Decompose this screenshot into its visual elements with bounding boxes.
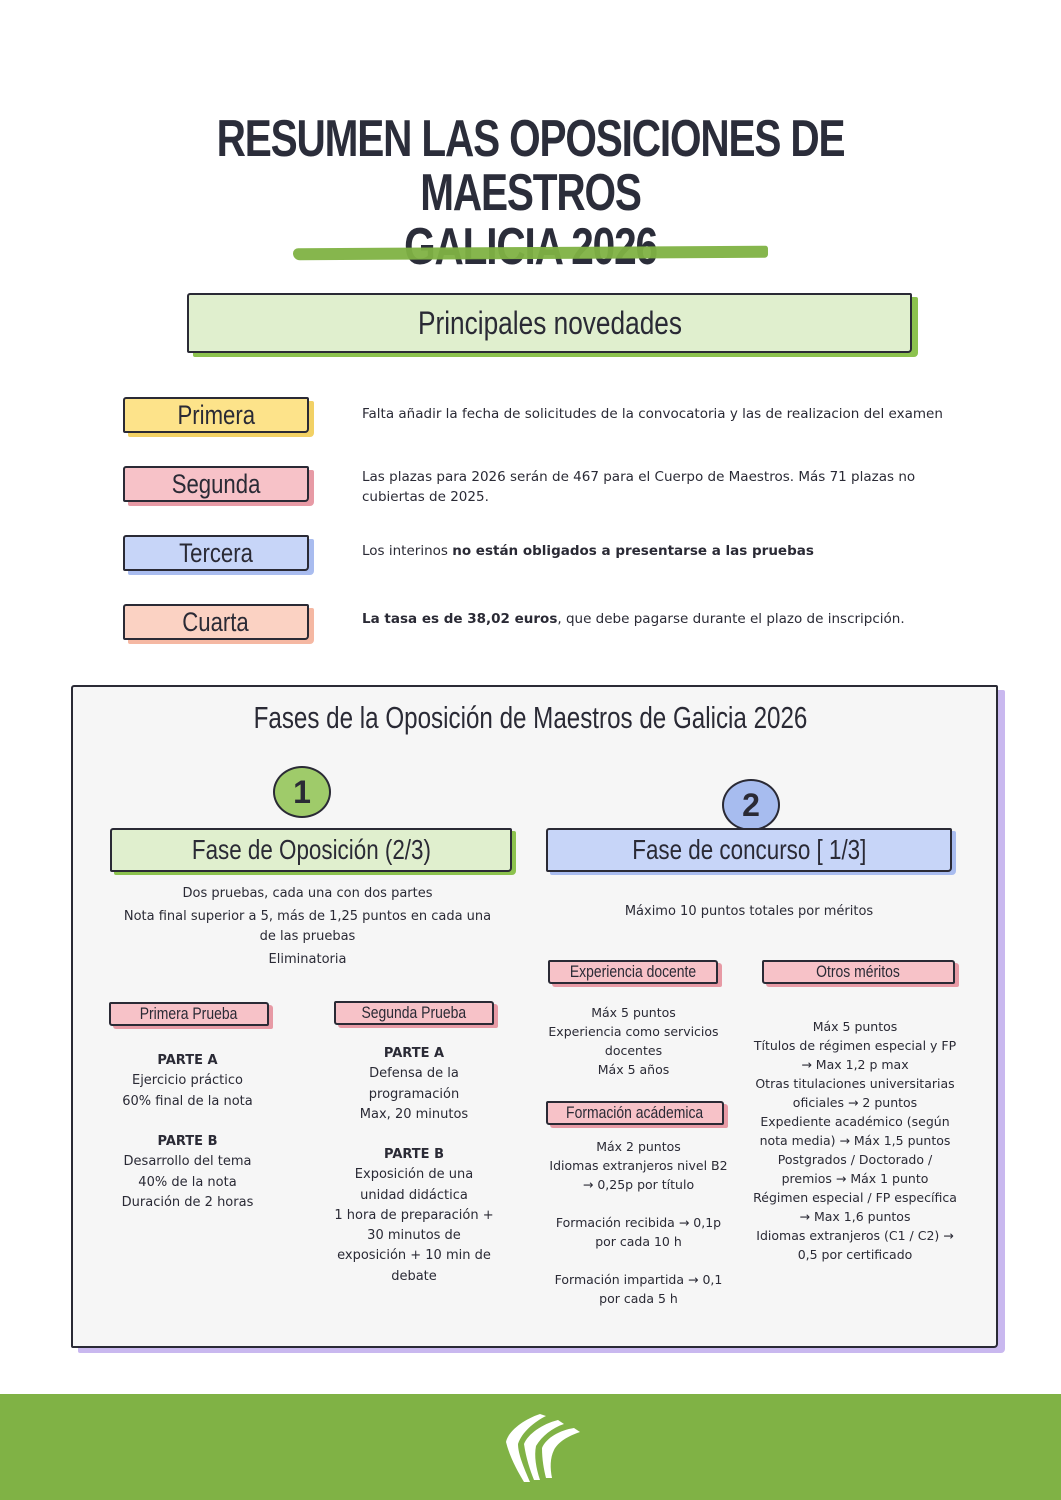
part-line: debate	[391, 1268, 437, 1284]
tag-cuarta	[123, 604, 309, 640]
detail-line: por cada 5 h	[599, 1291, 678, 1306]
detail-line: nota media) → Máx 1,5 puntos	[759, 1133, 951, 1148]
part-line: Defensa de la	[369, 1066, 459, 1082]
part-line: Exposición de una	[354, 1167, 474, 1183]
tag-label: Experiencia docente	[569, 962, 697, 981]
primera-prueba-parte-a	[100, 1051, 275, 1112]
segunda-prueba-parte-a	[325, 1044, 503, 1125]
part-title: PARTE A	[157, 1053, 218, 1068]
tag-label: Segunda Prueba	[361, 1003, 467, 1022]
part-line: 40% de la nota	[138, 1174, 237, 1190]
fases-title: Fases de la Oposición de Maestros de Galicia 2026	[253, 700, 808, 735]
detail-line: Régimen especial / FP específica	[753, 1190, 957, 1205]
detail-line: Idiomas extranjeros (C1 / C2) →	[756, 1228, 954, 1243]
formacion-academica-tag	[546, 1101, 724, 1125]
detail-line: Máx 5 años	[597, 1062, 670, 1077]
brand-swoosh-icon	[500, 1410, 582, 1486]
part-title: PARTE A	[383, 1046, 445, 1061]
detail-line: por cada 10 h	[595, 1234, 682, 1249]
part-line: 30 minutos de	[367, 1228, 461, 1244]
tag-tercera	[123, 535, 309, 571]
detail-line: Formación impartida → 0,1	[554, 1272, 723, 1287]
tag-label: Primera	[177, 399, 255, 430]
primera-prueba-parte-b	[100, 1132, 275, 1213]
tag-label: Segunda	[171, 468, 261, 499]
experiencia-docente-details	[541, 1003, 726, 1079]
otros-meritos-details	[745, 1017, 965, 1264]
tag-label: Formación acádemica	[566, 1103, 704, 1122]
detail-line: oficiales → 2 puntos	[792, 1095, 918, 1110]
detail-line: → 0,25p por título	[582, 1177, 695, 1192]
part-line: Duración de 2 horas	[121, 1194, 254, 1210]
title-underline-brush	[293, 246, 768, 260]
part-line: 1 hora de preparación +	[334, 1207, 494, 1223]
phase-2-number-badge	[722, 779, 780, 831]
part-line: Ejercicio práctico	[131, 1073, 243, 1089]
detail-line: Experiencia como servicios	[548, 1024, 719, 1039]
spacer	[541, 1251, 736, 1270]
text-part: Los interinos	[362, 543, 453, 559]
part-line: Max, 20 minutos	[359, 1106, 469, 1122]
novedad-text-2: Las plazas para 2026 serán de 467 para el Cuerpo de Maestros. Más 71 plazas no cubiertas de 2025.	[362, 469, 916, 505]
title-line-1: RESUMEN LAS OPOSICIONES DE MAESTROS	[216, 110, 845, 222]
spacer	[541, 1194, 736, 1213]
detail-line: Idiomas extranjeros nivel B2	[549, 1158, 728, 1173]
detail-line: Postgrados / Doctorado /	[777, 1152, 933, 1167]
tag-label: Otros méritos	[816, 962, 901, 981]
part-line: Desarrollo del tema	[123, 1154, 252, 1170]
summary-line: Eliminatoria	[268, 951, 347, 967]
detail-line: docentes	[604, 1043, 663, 1058]
part-line: programación	[368, 1086, 460, 1102]
detail-line: Máx 5 puntos	[591, 1005, 676, 1020]
part-title: PARTE B	[383, 1147, 444, 1162]
detail-line: 0,5 por certificado	[797, 1247, 913, 1262]
phase-number: 1	[293, 773, 311, 810]
text-part: , que debe pagarse durante el plazo de inscripción.	[557, 611, 905, 627]
detail-line: Máx 5 puntos	[812, 1019, 898, 1034]
summary-line: Dos pruebas, cada una con dos partes	[182, 886, 433, 901]
detail-line: premios → Máx 1 punto	[781, 1171, 929, 1186]
summary-line: Nota final superior a 5, más de 1,25 puntos en cada una	[123, 908, 492, 924]
phase-header-label: Fase de Oposición (2/3)	[191, 834, 431, 865]
detail-line: Otras titulaciones universitarias	[755, 1076, 955, 1091]
phase-1-number-badge	[273, 766, 331, 818]
tag-label: Cuarta	[182, 606, 250, 637]
summary-line: de las pruebas	[259, 929, 356, 944]
detail-line: → Max 1,2 p max	[801, 1057, 909, 1072]
detail-line: Formación recibida → 0,1p	[555, 1215, 722, 1230]
part-title: PARTE B	[157, 1134, 218, 1149]
part-line: 60% final de la nota	[122, 1093, 253, 1109]
otros-meritos-tag	[762, 960, 955, 984]
tag-label: Primera Prueba	[140, 1004, 238, 1023]
novedades-title: Principales novedades	[417, 304, 682, 341]
phase-1-summary	[105, 884, 510, 970]
detail-line: Expediente académico (según	[760, 1114, 950, 1129]
phase-2-header	[546, 828, 952, 872]
phase-number: 2	[742, 786, 760, 823]
phase-header-label: Fase de concurso [ 1/3]	[631, 834, 867, 865]
text-bold: no están obligados a presentarse a las pruebas	[452, 543, 814, 559]
primera-prueba-tag	[109, 1002, 269, 1026]
novedad-text-1: Falta añadir la fecha de solicitudes de la convocatoria y las de realizacion del examen	[362, 406, 943, 422]
tag-label: Tercera	[179, 537, 253, 568]
detail-line: Máx 2 puntos	[596, 1139, 681, 1154]
experiencia-docente-tag	[548, 960, 718, 984]
novedad-text-4	[362, 609, 952, 629]
part-line: exposición + 10 min de	[337, 1248, 491, 1264]
text-bold: La tasa es de 38,02 euros	[362, 611, 558, 627]
segunda-prueba-tag	[334, 1001, 494, 1025]
novedades-header	[187, 293, 912, 353]
formacion-academica-details	[541, 1137, 736, 1308]
phase-2-summary: Máximo 10 puntos totales por méritos	[624, 904, 874, 919]
novedad-text-3	[362, 541, 952, 561]
detail-line: → Max 1,6 puntos	[799, 1209, 911, 1224]
phase-1-header	[110, 828, 512, 872]
part-line: unidad didáctica	[360, 1187, 468, 1203]
segunda-prueba-parte-b	[325, 1145, 503, 1287]
tag-segunda	[123, 466, 309, 502]
tag-primera	[123, 397, 309, 433]
detail-line: Títulos de régimen especial y FP	[753, 1038, 957, 1053]
